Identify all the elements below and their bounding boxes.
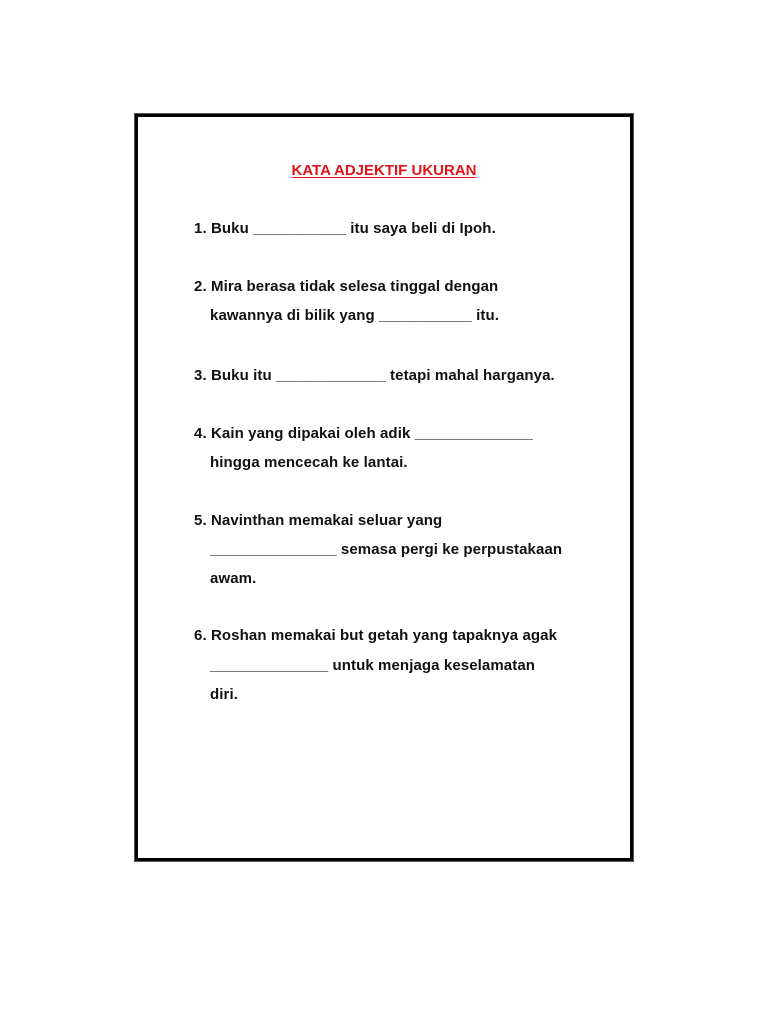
question-6-line-1: 6. Roshan memakai but getah yang tapaknya agak <box>194 627 558 644</box>
question-2-line-1: 2. Mira berasa tidak selesa tinggal dengan <box>194 278 499 295</box>
worksheet-title: KATA ADJEKTIF UKURAN <box>291 162 477 179</box>
question-5-line-3: awam. <box>210 570 257 587</box>
question-5-line-2: _______________ semasa pergi ke perpustakaan <box>210 541 563 558</box>
question-3-line-1: 3. Buku itu _____________ tetapi mahal harganya. <box>194 367 555 384</box>
question-4-line-1: 4. Kain yang dipakai oleh adik ______________ <box>194 425 533 442</box>
question-1-line-1: 1. Buku ___________ itu saya beli di Ipoh. <box>194 220 496 237</box>
worksheet-frame <box>135 114 633 861</box>
question-4-line-2: hingga mencecah ke lantai. <box>210 454 408 471</box>
question-2-line-2: kawannya di bilik yang ___________ itu. <box>210 307 500 324</box>
question-6-line-2: ______________ untuk menjaga keselamatan <box>210 657 536 674</box>
question-5-line-1: 5. Navinthan memakai seluar yang <box>194 512 443 529</box>
question-6-line-3: diri. <box>210 686 239 703</box>
